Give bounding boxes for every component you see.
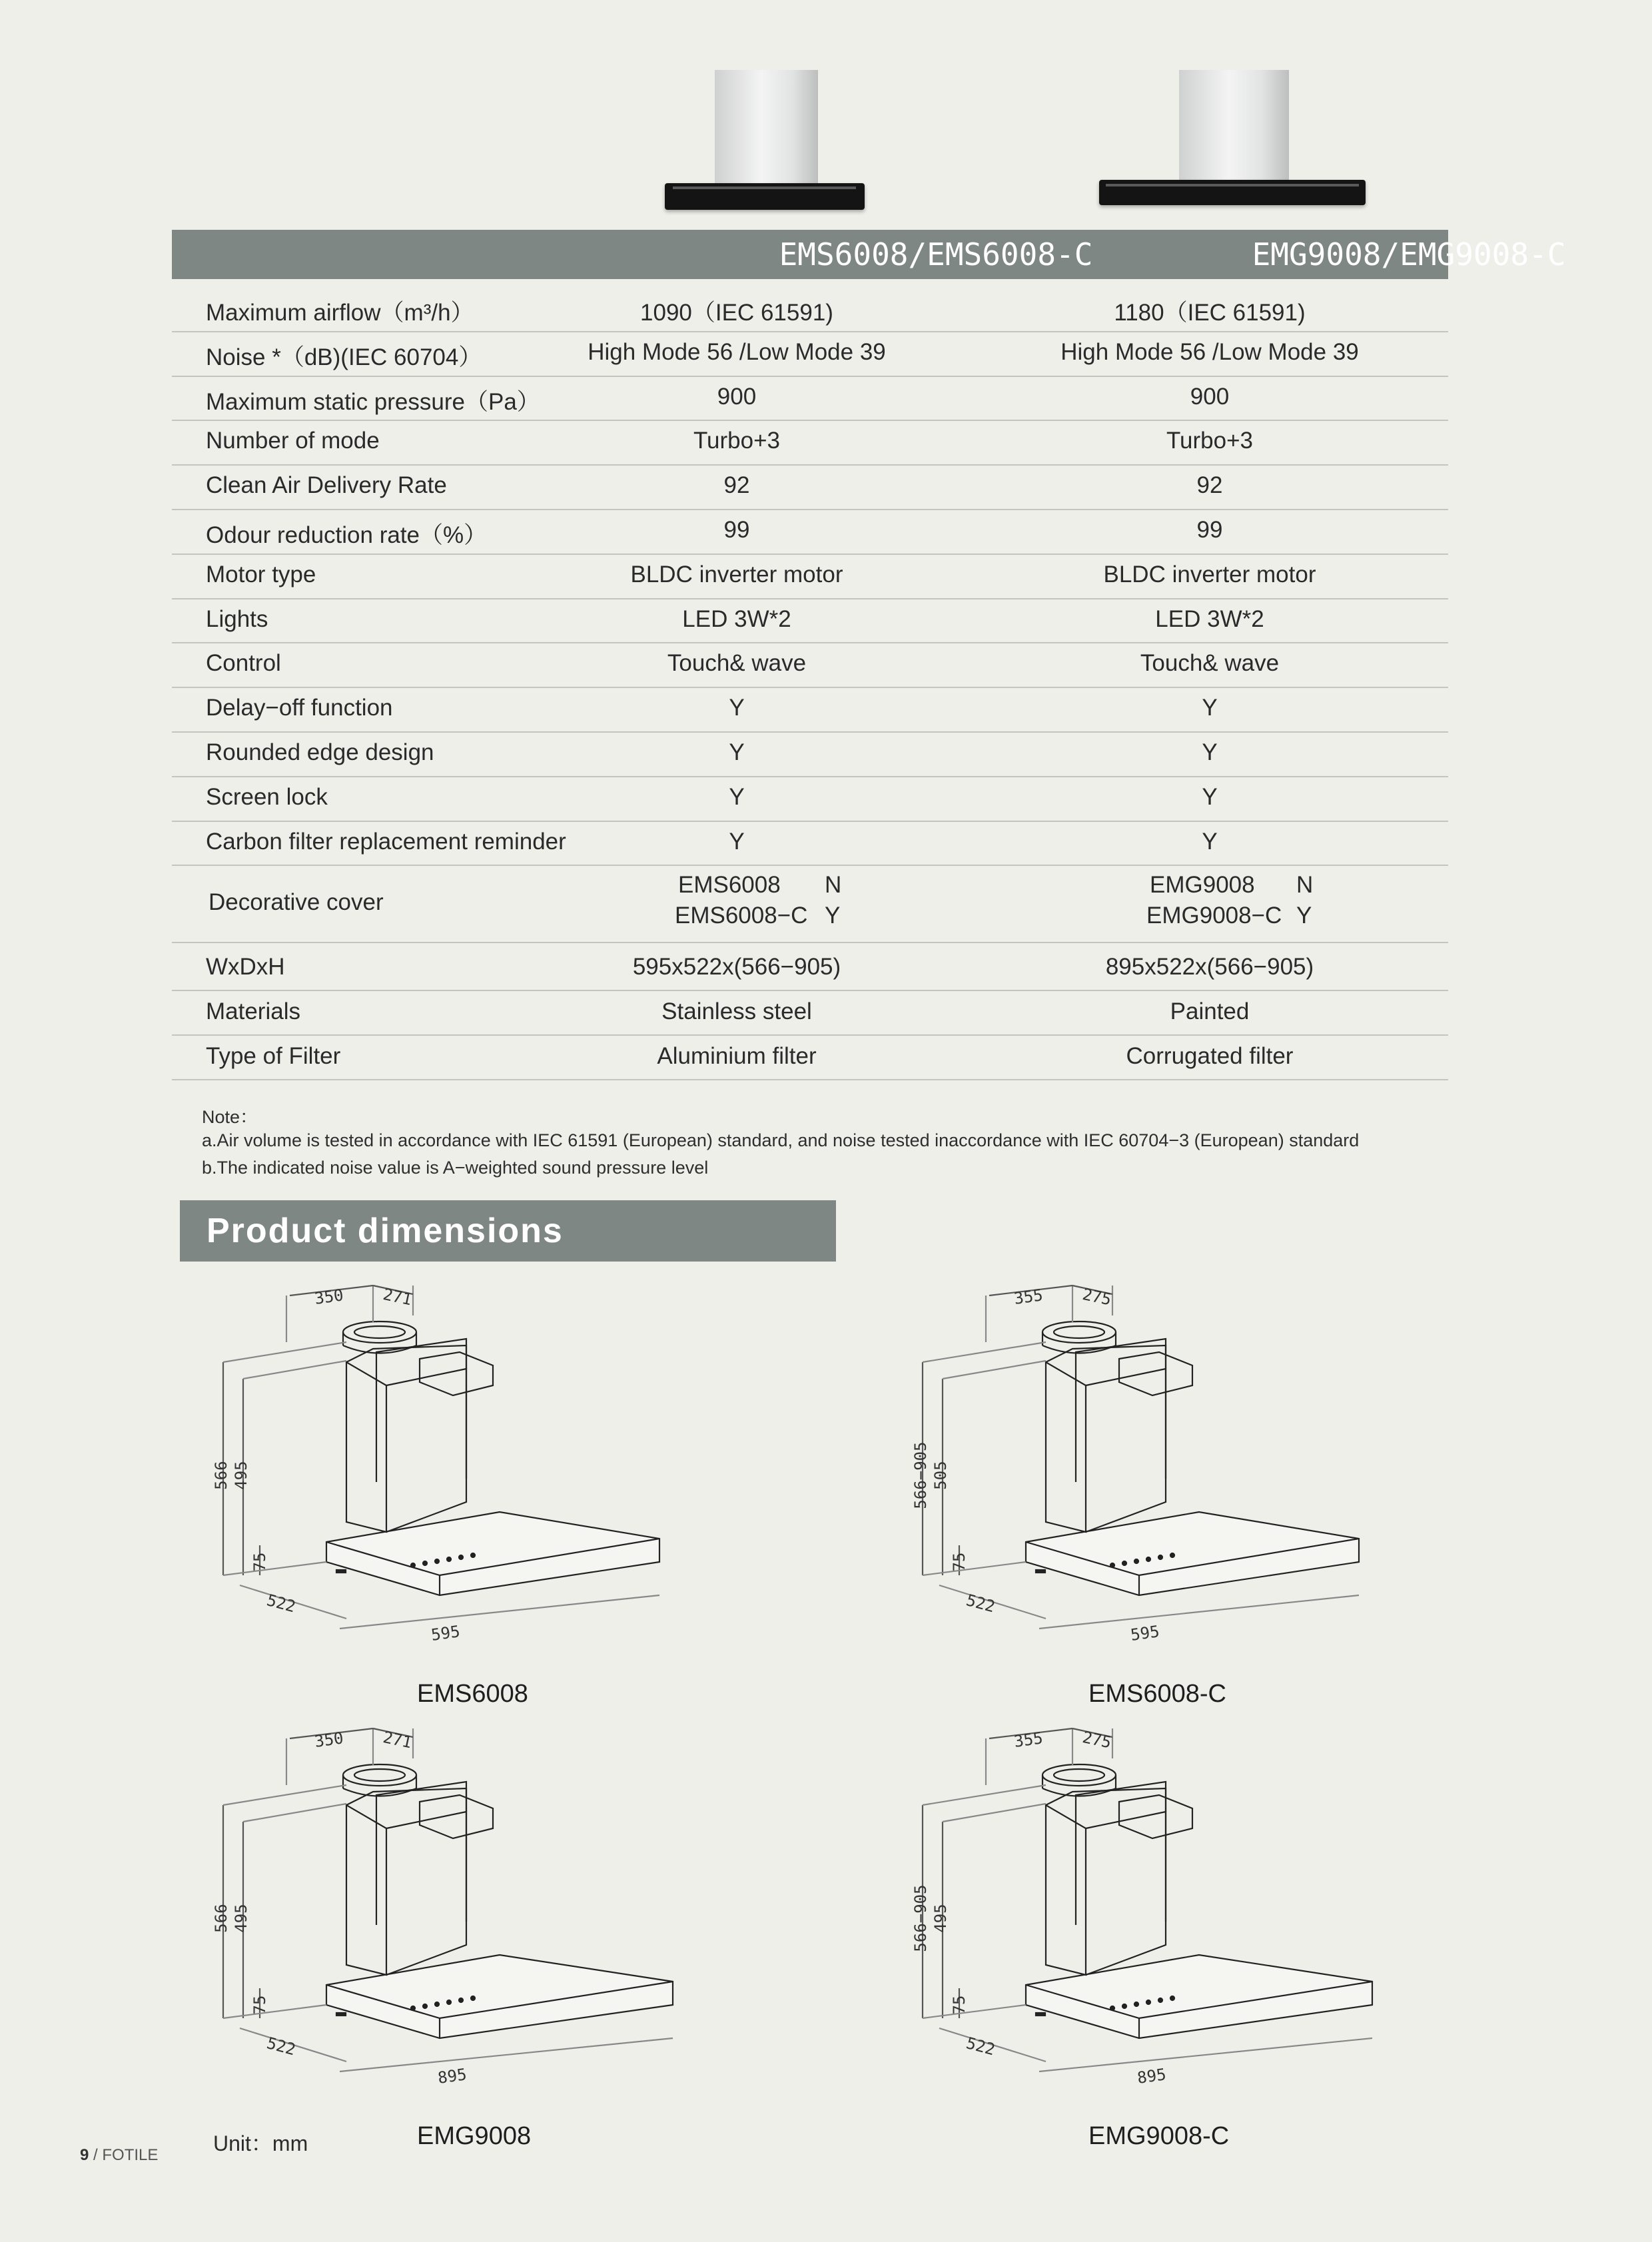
dimension-label: 355 — [1013, 1286, 1044, 1308]
dimension-label: 75 — [950, 1552, 969, 1572]
spec-value-col1: Y — [729, 783, 745, 810]
spec-value-col2: 99 — [1196, 517, 1223, 543]
dimension-label: 895 — [436, 2065, 468, 2087]
hood-drawing — [223, 1286, 659, 1629]
spec-value-col1: Touch& wave — [667, 650, 807, 677]
spec-value-col1: LED 3W*2 — [682, 605, 791, 632]
dimension-label: 75 — [250, 1552, 269, 1572]
spec-value-col1: Aluminium filter — [657, 1043, 817, 1069]
drawing-caption: EMS6008 — [417, 1680, 528, 1708]
spec-label: Lights — [206, 605, 268, 632]
spec-value-col2: LED 3W*2 — [1155, 605, 1264, 632]
dimension-label: 271 — [381, 1284, 414, 1309]
spec-label: Rounded edge design — [206, 739, 434, 765]
note-a: a.Air volume is tested in accordance with IEC 61591 (European) standard, and noise tested inaccordance with IEC 60704−3 (European) standard — [202, 1130, 1360, 1150]
decorative-value: N — [1296, 872, 1314, 898]
dimension-label: 566−905 — [911, 1884, 930, 1952]
spec-label: Materials — [206, 998, 300, 1024]
drawing-caption: EMG9008 — [417, 2122, 532, 2150]
spec-value-col1: 92 — [723, 472, 750, 499]
decorative-model: EMG9008−C — [1146, 903, 1282, 929]
spec-value-col2: High Mode 56 /Low Mode 39 — [1060, 338, 1359, 365]
spec-value-col2: 92 — [1196, 472, 1223, 499]
spec-value-col2: Turbo+3 — [1166, 428, 1254, 454]
spec-value-col1: 900 — [717, 383, 757, 410]
spec-value-col2: Touch& wave — [1140, 650, 1280, 677]
decorative-model: EMG9008 — [1150, 872, 1255, 898]
note-title: Note： — [202, 1107, 258, 1127]
decorative-value: Y — [825, 903, 841, 929]
dimension-label: 275 — [1080, 1727, 1113, 1752]
hood-drawing — [223, 1728, 673, 2071]
page-footer — [80, 2146, 158, 2165]
dimension-label: 495 — [232, 1904, 250, 1933]
spec-label: Control — [206, 650, 281, 677]
dimension-label: 350 — [313, 1286, 345, 1308]
spec-value-col2: Y — [1202, 828, 1218, 855]
decorative-model: EMS6008 — [678, 872, 781, 898]
spec-value-col2: Y — [1202, 695, 1218, 721]
spec-label: Screen lock — [206, 783, 328, 810]
dimension-label: 355 — [1013, 1728, 1044, 1751]
drawing-caption: EMG9008-C — [1088, 2122, 1230, 2150]
section-title: Product dimensions — [206, 1212, 564, 1250]
spec-label: Noise *（dB)(IEC 60704） — [206, 344, 482, 370]
dimension-label: 495 — [232, 1461, 250, 1490]
dimension-label: 522 — [264, 2034, 298, 2059]
spec-label: Delay−off function — [206, 695, 393, 721]
spec-label: Type of Filter — [206, 1043, 341, 1069]
spec-value-col1: BLDC inverter motor — [630, 561, 843, 587]
dimension-label: 566 — [212, 1461, 230, 1490]
dimension-label: 895 — [1136, 2065, 1168, 2087]
spec-value-col1: Turbo+3 — [693, 428, 781, 454]
spec-value-col1: 1090（IEC 61591) — [640, 300, 833, 326]
spec-value-col2: BLDC inverter motor — [1103, 561, 1316, 587]
decorative-value: N — [825, 872, 842, 898]
decorative-value: Y — [1296, 903, 1312, 929]
footer-brand: / FOTILE — [89, 2146, 159, 2164]
spec-value-col2: Y — [1202, 783, 1218, 810]
spec-label: Carbon filter replacement reminder — [206, 828, 566, 855]
dimension-label: 595 — [1129, 1622, 1161, 1645]
spec-value-col2: 900 — [1190, 383, 1230, 410]
spec-value-col2: Painted — [1170, 998, 1250, 1024]
spec-value-col2: 1180（IEC 61591) — [1114, 300, 1306, 326]
spec-label: Odour reduction rate（%） — [206, 522, 488, 548]
dimension-label: 271 — [381, 1727, 414, 1752]
drawing-caption: EMS6008-C — [1088, 1680, 1226, 1708]
hood-drawing — [923, 1286, 1359, 1629]
unit-label: Unit：mm — [213, 2131, 308, 2155]
spec-label: Motor type — [206, 561, 316, 587]
decorative-model: EMS6008−C — [675, 903, 808, 929]
dimension-label: 522 — [964, 2034, 997, 2059]
dimension-label: 495 — [931, 1904, 950, 1933]
spec-value-col1: 595x522x(566−905) — [632, 954, 841, 980]
model-header-2: EMG9008/EMG9008-C — [1252, 236, 1566, 272]
dimension-label: 350 — [313, 1728, 345, 1751]
page-number: 9 — [80, 2146, 89, 2164]
dimension-label: 522 — [964, 1591, 997, 1617]
model-header-1: EMS6008/EMS6008-C — [779, 236, 1093, 272]
spec-value-col1: Stainless steel — [661, 998, 812, 1024]
spec-label: Decorative cover — [208, 889, 384, 915]
spec-value-col1: Y — [729, 739, 745, 765]
hood-drawing — [923, 1728, 1372, 2071]
dimension-label: 75 — [250, 1995, 269, 2015]
dimension-label: 566−905 — [911, 1441, 930, 1509]
spec-value-col1: High Mode 56 /Low Mode 39 — [588, 338, 886, 365]
spec-label: WxDxH — [206, 954, 285, 980]
note-b: b.The indicated noise value is A−weighted sound pressure level — [202, 1158, 709, 1178]
spec-value-col1: 99 — [723, 517, 750, 543]
spec-value-col2: Y — [1202, 739, 1218, 765]
spec-label: Maximum static pressure（Pa） — [206, 388, 540, 415]
dimension-label: 75 — [950, 1995, 969, 2015]
spec-value-col2: Corrugated filter — [1126, 1043, 1294, 1069]
spec-label: Number of mode — [206, 428, 380, 454]
spec-label: Maximum airflow（m³/h） — [206, 300, 474, 326]
dimension-label: 275 — [1080, 1284, 1113, 1309]
dimension-label: 595 — [430, 1622, 462, 1645]
spec-value-col2: 895x522x(566−905) — [1105, 954, 1314, 980]
spec-label: Clean Air Delivery Rate — [206, 472, 447, 499]
dimension-label: 522 — [264, 1591, 298, 1617]
spec-value-col1: Y — [729, 695, 745, 721]
dimension-label: 566 — [212, 1904, 230, 1933]
dimension-label: 505 — [931, 1461, 950, 1490]
spec-value-col1: Y — [729, 828, 745, 855]
